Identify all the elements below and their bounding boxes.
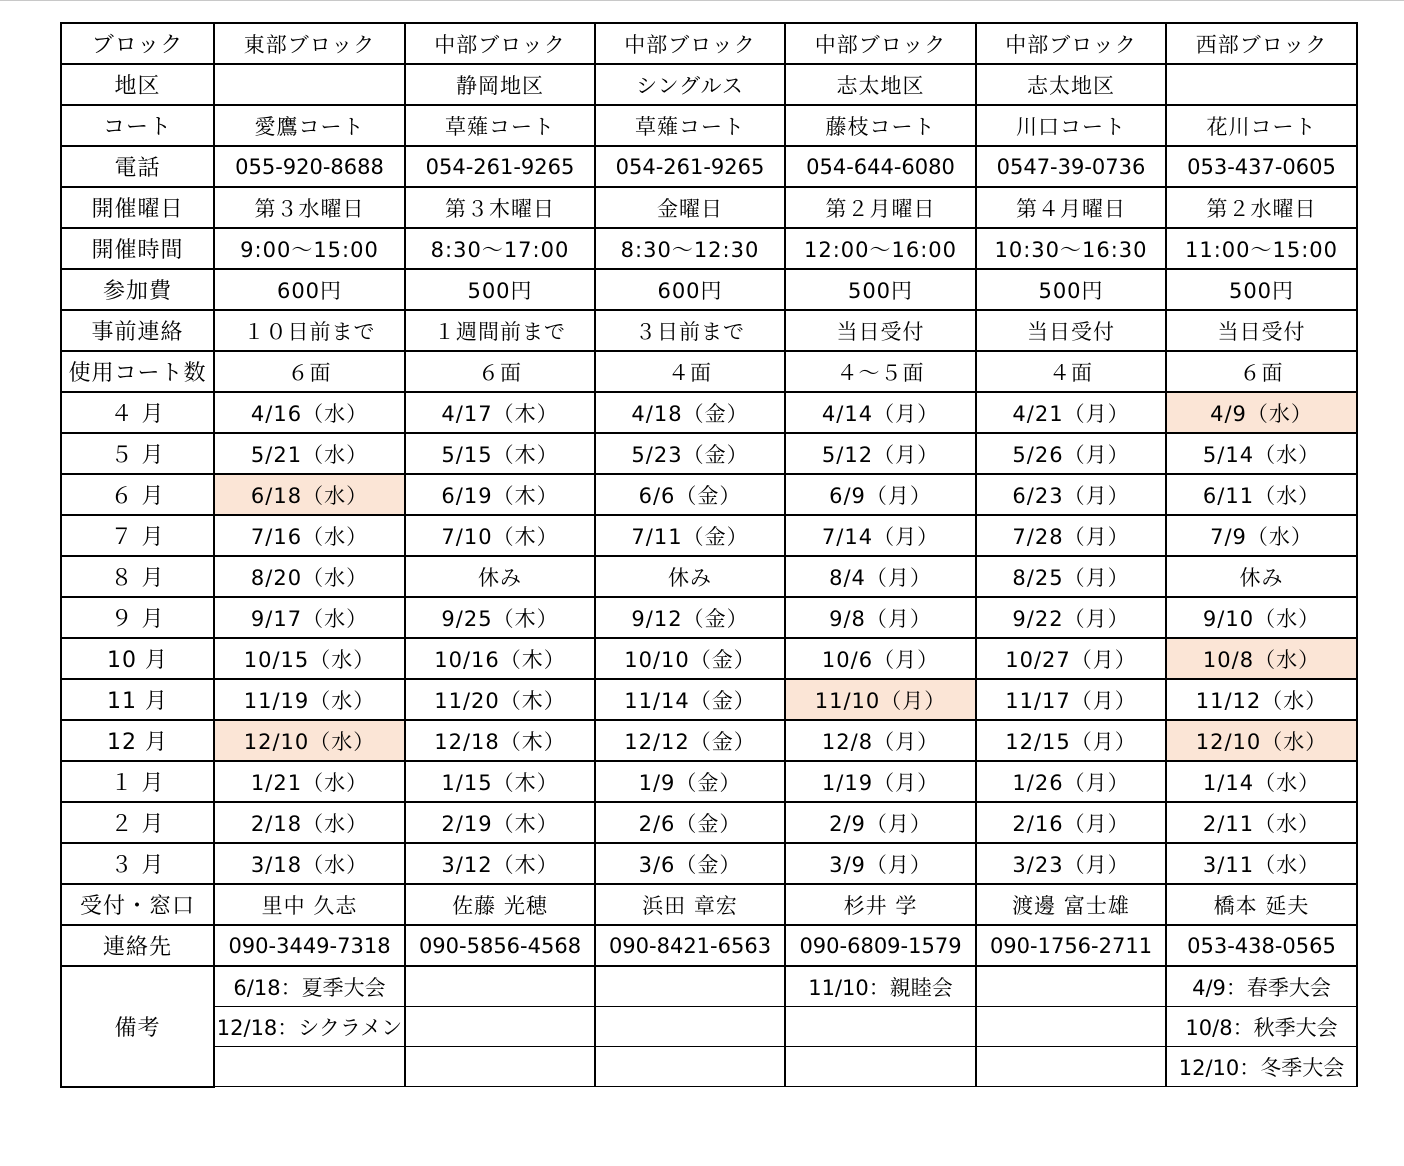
- table-row: [61, 679, 1357, 720]
- table-cell: 休み: [405, 556, 595, 597]
- table-cell: 12/15（月）: [976, 720, 1166, 761]
- table-cell: 5/23（金）: [595, 433, 785, 474]
- table-cell: 中部ブロック: [405, 23, 595, 64]
- table-cell: 7/14（月）: [785, 515, 976, 556]
- table-cell: 9/12（金）: [595, 597, 785, 638]
- table-cell: 500円: [785, 269, 976, 310]
- table-cell: ６面: [1166, 351, 1357, 392]
- table-cell: 11/14（金）: [595, 679, 785, 720]
- table-cell: 第２月曜日: [785, 187, 976, 228]
- table-cell: 9/8（月）: [785, 597, 976, 638]
- row-label: ９ 月: [61, 597, 214, 638]
- table-row: [61, 392, 1357, 433]
- table-cell: 090-1756-2711: [976, 925, 1166, 966]
- table-cell: 7/16（水）: [214, 515, 405, 556]
- table-cell: 第２水曜日: [1166, 187, 1357, 228]
- table-cell: 11/12（水）: [1166, 679, 1357, 720]
- table-cell: 4/18（金）: [595, 392, 785, 433]
- table-cell: 2/11（水）: [1166, 802, 1357, 843]
- row-label: 開催曜日: [61, 187, 214, 228]
- table-cell: 10/10（金）: [595, 638, 785, 679]
- table-cell: 7/11（金）: [595, 515, 785, 556]
- table-cell: 5/21（水）: [214, 433, 405, 474]
- remarks-label: 備考: [61, 966, 214, 1087]
- table-cell: 6/23（月）: [976, 474, 1166, 515]
- table-cell: 500円: [1166, 269, 1357, 310]
- table-cell: 5/15（木）: [405, 433, 595, 474]
- table-row: [61, 23, 1357, 64]
- table-row: [61, 474, 1357, 515]
- row-label: 事前連絡: [61, 310, 214, 351]
- table-cell: 1/9（金）: [595, 761, 785, 802]
- table-cell: 6/19（木）: [405, 474, 595, 515]
- remarks-cell: [405, 1047, 595, 1087]
- remarks-cell: 10/8：秋季大会: [1166, 1007, 1357, 1047]
- table-row: [61, 884, 1357, 925]
- table-cell: 花川コート: [1166, 105, 1357, 146]
- row-label: ８ 月: [61, 556, 214, 597]
- remarks-cell: [785, 1047, 976, 1087]
- table-cell: 中部ブロック: [785, 23, 976, 64]
- table-cell: 5/26（月）: [976, 433, 1166, 474]
- remarks-cell: [595, 966, 785, 1007]
- remarks-cell: 12/10：冬季大会: [1166, 1047, 1357, 1087]
- table-cell: 東部ブロック: [214, 23, 405, 64]
- table-cell: 8:30～12:30: [595, 228, 785, 269]
- table-cell: ４～５面: [785, 351, 976, 392]
- table-cell: 11/19（水）: [214, 679, 405, 720]
- table-cell: 杉井 学: [785, 884, 976, 925]
- table-cell: 11/20（木）: [405, 679, 595, 720]
- table-cell: 8/25（月）: [976, 556, 1166, 597]
- schedule-table: [60, 22, 1358, 1088]
- remarks-row: [61, 966, 1357, 1007]
- remarks-cell: [214, 1047, 405, 1087]
- table-cell: 3/12（木）: [405, 843, 595, 884]
- table-cell: 草薙コート: [405, 105, 595, 146]
- row-label: 参加費: [61, 269, 214, 310]
- table-cell: 中部ブロック: [976, 23, 1166, 64]
- table-cell: 6/9（月）: [785, 474, 976, 515]
- table-cell: 3/18（水）: [214, 843, 405, 884]
- table-cell: 藤枝コート: [785, 105, 976, 146]
- table-cell: 054-261-9265: [595, 146, 785, 187]
- remarks-cell: 4/9：春季大会: [1166, 966, 1357, 1007]
- row-label: 受付・窓口: [61, 884, 214, 925]
- table-row: [61, 351, 1357, 392]
- row-label: ５ 月: [61, 433, 214, 474]
- table-row: [61, 433, 1357, 474]
- row-label: ７ 月: [61, 515, 214, 556]
- table-cell: 志太地区: [976, 64, 1166, 105]
- table-cell: 10:30～16:30: [976, 228, 1166, 269]
- table-cell: 当日受付: [1166, 310, 1357, 351]
- table-cell: 053-438-0565: [1166, 925, 1357, 966]
- table-cell: 1/21（水）: [214, 761, 405, 802]
- table-row: [61, 597, 1357, 638]
- table-cell: 1/15（木）: [405, 761, 595, 802]
- table-row: [61, 925, 1357, 966]
- highlighted-cell: 11/10（月）: [785, 679, 976, 720]
- row-label: コート: [61, 105, 214, 146]
- table-cell: 2/6（金）: [595, 802, 785, 843]
- remarks-row: [61, 1007, 1357, 1047]
- remarks-cell: [595, 1007, 785, 1047]
- row-label: 開催時間: [61, 228, 214, 269]
- row-label: 地区: [61, 64, 214, 105]
- highlighted-cell: 4/9（水）: [1166, 392, 1357, 433]
- table-cell: 渡邊 富士雄: [976, 884, 1166, 925]
- table-cell: ４面: [976, 351, 1166, 392]
- remarks-cell: 12/18：シクラメン: [214, 1007, 405, 1047]
- table-row: [61, 146, 1357, 187]
- table-cell: 11/17（月）: [976, 679, 1166, 720]
- row-label: ３ 月: [61, 843, 214, 884]
- table-cell: 090-3449-7318: [214, 925, 405, 966]
- table-cell: 第４月曜日: [976, 187, 1166, 228]
- remarks-cell: [976, 1047, 1166, 1087]
- table-cell: [1166, 64, 1357, 105]
- table-row: [61, 64, 1357, 105]
- table-cell: 4/21（月）: [976, 392, 1166, 433]
- top-divider: [0, 0, 1404, 1]
- table-cell: 2/16（月）: [976, 802, 1166, 843]
- table-cell: 9/22（月）: [976, 597, 1166, 638]
- table-row: [61, 515, 1357, 556]
- table-cell: 12:00～16:00: [785, 228, 976, 269]
- remarks-cell: 11/10：親睦会: [785, 966, 976, 1007]
- remarks-cell: 6/18：夏季大会: [214, 966, 405, 1007]
- row-label: ４ 月: [61, 392, 214, 433]
- table-cell: 第３木曜日: [405, 187, 595, 228]
- table-cell: １週間前まで: [405, 310, 595, 351]
- table-cell: 090-5856-4568: [405, 925, 595, 966]
- table-cell: 2/19（木）: [405, 802, 595, 843]
- table-cell: 600円: [214, 269, 405, 310]
- table-cell: 1/19（月）: [785, 761, 976, 802]
- table-cell: ３日前まで: [595, 310, 785, 351]
- table-cell: 愛鷹コート: [214, 105, 405, 146]
- table-cell: 中部ブロック: [595, 23, 785, 64]
- table-cell: 053-437-0605: [1166, 146, 1357, 187]
- table-cell: 2/18（水）: [214, 802, 405, 843]
- table-cell: 500円: [976, 269, 1166, 310]
- table-row: [61, 228, 1357, 269]
- row-label: 10 月: [61, 638, 214, 679]
- table-cell: 7/10（木）: [405, 515, 595, 556]
- table-cell: 4/14（月）: [785, 392, 976, 433]
- table-cell: 054-644-6080: [785, 146, 976, 187]
- row-label: １ 月: [61, 761, 214, 802]
- table-cell: 11:00～15:00: [1166, 228, 1357, 269]
- remarks-cell: [405, 1007, 595, 1047]
- remarks-cell: [785, 1007, 976, 1047]
- table-row: [61, 187, 1357, 228]
- table-cell: 橋本 延夫: [1166, 884, 1357, 925]
- table-cell: 5/14（水）: [1166, 433, 1357, 474]
- table-cell: 草薙コート: [595, 105, 785, 146]
- table-cell: 7/28（月）: [976, 515, 1166, 556]
- table-cell: 6/11（水）: [1166, 474, 1357, 515]
- table-row: [61, 761, 1357, 802]
- table-row: [61, 843, 1357, 884]
- row-label: 12 月: [61, 720, 214, 761]
- table-cell: 055-920-8688: [214, 146, 405, 187]
- table-cell: 9:00～15:00: [214, 228, 405, 269]
- table-cell: 1/26（月）: [976, 761, 1166, 802]
- row-label: 連絡先: [61, 925, 214, 966]
- remarks-cell: [976, 1007, 1166, 1047]
- table-cell: 12/12（金）: [595, 720, 785, 761]
- table-cell: 12/18（木）: [405, 720, 595, 761]
- table-row: [61, 638, 1357, 679]
- schedule-table-body: [61, 23, 1357, 1087]
- remarks-row: [61, 1047, 1357, 1087]
- table-cell: 090-6809-1579: [785, 925, 976, 966]
- row-label: 電話: [61, 146, 214, 187]
- table-cell: 2/9（月）: [785, 802, 976, 843]
- table-cell: 当日受付: [785, 310, 976, 351]
- table-cell: 9/25（木）: [405, 597, 595, 638]
- highlighted-cell: 6/18（水）: [214, 474, 405, 515]
- table-cell: 8/4（月）: [785, 556, 976, 597]
- table-cell: 志太地区: [785, 64, 976, 105]
- table-cell: 5/12（月）: [785, 433, 976, 474]
- table-cell: 4/17（木）: [405, 392, 595, 433]
- row-label: ブロック: [61, 23, 214, 64]
- remarks-cell: [976, 966, 1166, 1007]
- row-label: 11 月: [61, 679, 214, 720]
- table-cell: 当日受付: [976, 310, 1166, 351]
- table-cell: 1/14（水）: [1166, 761, 1357, 802]
- table-row: [61, 720, 1357, 761]
- table-cell: 4/16（水）: [214, 392, 405, 433]
- row-label: ２ 月: [61, 802, 214, 843]
- table-cell: 3/9（月）: [785, 843, 976, 884]
- table-cell: 7/9（水）: [1166, 515, 1357, 556]
- table-row: [61, 802, 1357, 843]
- table-cell: 054-261-9265: [405, 146, 595, 187]
- table-cell: 10/6（月）: [785, 638, 976, 679]
- table-cell: 里中 久志: [214, 884, 405, 925]
- table-cell: １０日前まで: [214, 310, 405, 351]
- table-cell: 600円: [595, 269, 785, 310]
- table-cell: 浜田 章宏: [595, 884, 785, 925]
- highlighted-cell: 12/10（水）: [214, 720, 405, 761]
- table-cell: ４面: [595, 351, 785, 392]
- table-cell: 静岡地区: [405, 64, 595, 105]
- table-cell: 3/23（月）: [976, 843, 1166, 884]
- remarks-cell: [405, 966, 595, 1007]
- remarks-cell: [595, 1047, 785, 1087]
- table-cell: ６面: [405, 351, 595, 392]
- table-cell: 休み: [1166, 556, 1357, 597]
- table-cell: シングルス: [595, 64, 785, 105]
- table-cell: 川口コート: [976, 105, 1166, 146]
- table-cell: 500円: [405, 269, 595, 310]
- highlighted-cell: 10/8（水）: [1166, 638, 1357, 679]
- table-cell: [214, 64, 405, 105]
- table-cell: ６面: [214, 351, 405, 392]
- table-row: [61, 269, 1357, 310]
- table-cell: 第３水曜日: [214, 187, 405, 228]
- table-cell: 12/8（月）: [785, 720, 976, 761]
- highlighted-cell: 12/10（水）: [1166, 720, 1357, 761]
- table-row: [61, 105, 1357, 146]
- row-label: 使用コート数: [61, 351, 214, 392]
- table-cell: 西部ブロック: [1166, 23, 1357, 64]
- table-cell: 8:30～17:00: [405, 228, 595, 269]
- row-label: ６ 月: [61, 474, 214, 515]
- table-cell: 9/17（水）: [214, 597, 405, 638]
- table-cell: 10/15（水）: [214, 638, 405, 679]
- table-cell: 3/6（金）: [595, 843, 785, 884]
- table-cell: 休み: [595, 556, 785, 597]
- table-cell: 金曜日: [595, 187, 785, 228]
- table-cell: 10/16（木）: [405, 638, 595, 679]
- table-cell: 3/11（水）: [1166, 843, 1357, 884]
- table-row: [61, 556, 1357, 597]
- table-cell: 8/20（水）: [214, 556, 405, 597]
- table-cell: 佐藤 光穂: [405, 884, 595, 925]
- table-cell: 0547-39-0736: [976, 146, 1166, 187]
- table-cell: 090-8421-6563: [595, 925, 785, 966]
- table-row: [61, 310, 1357, 351]
- table-cell: 6/6（金）: [595, 474, 785, 515]
- table-cell: 9/10（水）: [1166, 597, 1357, 638]
- table-cell: 10/27（月）: [976, 638, 1166, 679]
